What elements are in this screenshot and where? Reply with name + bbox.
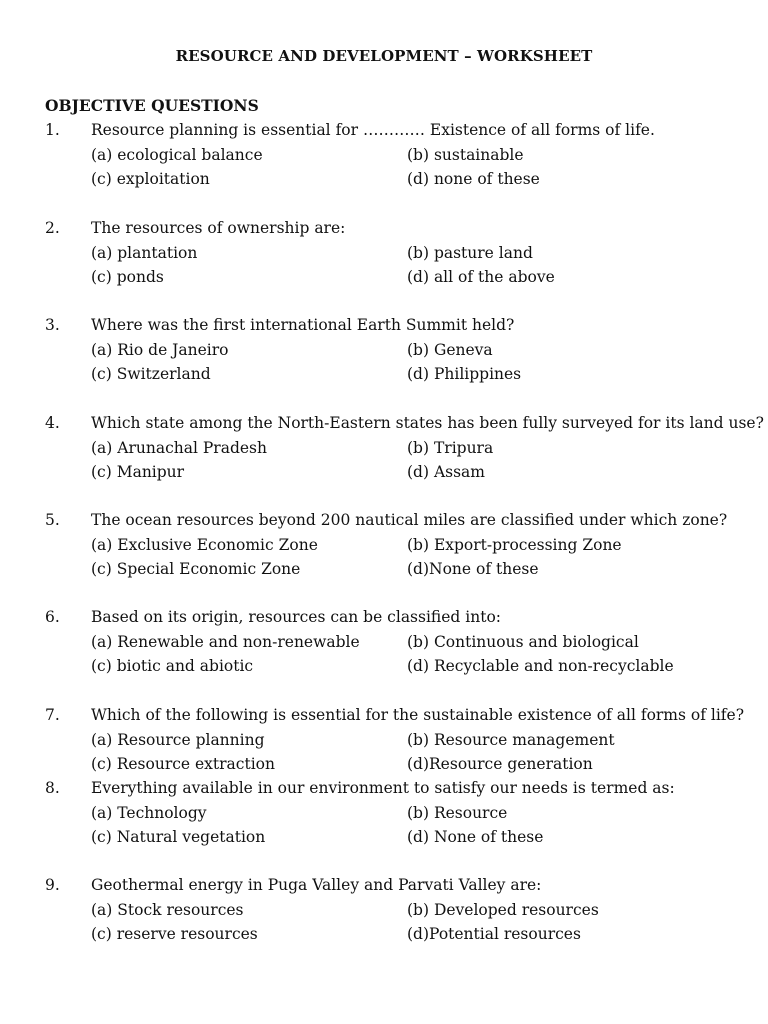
question-text: Which of the following is essential for the sustainable existence of all forms of life? xyxy=(91,706,745,724)
question-6 xyxy=(45,605,745,679)
option-a: (a) Technology xyxy=(91,803,207,822)
option-d: (d)None of these xyxy=(407,560,539,578)
question-number: 3. xyxy=(45,316,60,334)
question-5 xyxy=(45,508,745,582)
option-b: (b) Developed resources xyxy=(407,900,599,919)
option-a: (a) ecological balance xyxy=(91,145,263,164)
option-b: (b) pasture land xyxy=(407,243,533,262)
question-4 xyxy=(45,411,764,485)
option-b: (b) Continuous and biological xyxy=(407,632,639,651)
worksheet-title: RESOURCE AND DEVELOPMENT – WORKSHEET xyxy=(175,47,593,65)
option-d: (d)Potential resources xyxy=(407,925,581,943)
option-b: (b) Export-processing Zone xyxy=(407,535,622,554)
option-c: (c) Special Economic Zone xyxy=(91,560,301,578)
option-d: (d) None of these xyxy=(407,828,544,846)
question-text: The ocean resources beyond 200 nautical miles are classified under which zone? xyxy=(91,511,728,529)
option-c: (c) reserve resources xyxy=(91,925,258,943)
option-c: (c) Manipur xyxy=(91,463,185,481)
option-c: (c) biotic and abiotic xyxy=(91,657,254,675)
question-3 xyxy=(45,313,745,387)
option-a: (a) plantation xyxy=(91,243,198,262)
option-b: (b) Resource xyxy=(407,803,508,822)
question-number: 6. xyxy=(45,608,60,626)
question-text: Based on its origin, resources can be classified into: xyxy=(91,608,502,626)
question-9 xyxy=(45,873,745,947)
question-text: Everything available in our environment to satisfy our needs is termed as: xyxy=(91,779,675,797)
question-number: 8. xyxy=(45,779,60,797)
question-number: 9. xyxy=(45,876,60,894)
question-text: Geothermal energy in Puga Valley and Parvati Valley are: xyxy=(91,876,542,894)
question-text: Where was the first international Earth Summit held? xyxy=(91,316,515,334)
question-1 xyxy=(45,118,745,192)
question-text: Which state among the North-Eastern states has been fully surveyed for its land use? xyxy=(91,414,764,432)
option-c: (c) exploitation xyxy=(91,170,210,188)
option-a: (a) Stock resources xyxy=(91,900,244,919)
question-text: The resources of ownership are: xyxy=(91,219,346,237)
option-b: (b) Geneva xyxy=(407,340,493,359)
question-number: 1. xyxy=(45,121,60,139)
option-d: (d) none of these xyxy=(407,170,540,188)
option-c: (c) Resource extraction xyxy=(91,755,275,773)
option-b: (b) sustainable xyxy=(407,145,524,164)
option-b: (b) Tripura xyxy=(407,438,494,457)
option-d: (d) Philippines xyxy=(407,365,522,383)
option-d: (d) all of the above xyxy=(407,268,555,286)
question-text: Resource planning is essential for ………… Existence of all forms of life. xyxy=(91,121,655,139)
option-c: (c) ponds xyxy=(91,268,164,286)
option-a: (a) Arunachal Pradesh xyxy=(91,438,267,457)
option-d: (d) Recyclable and non-recyclable xyxy=(407,657,674,675)
option-b: (b) Resource management xyxy=(407,730,615,749)
option-a: (a) Resource planning xyxy=(91,730,265,749)
option-d: (d)Resource generation xyxy=(407,755,593,773)
option-c: (c) Natural vegetation xyxy=(91,828,266,846)
option-d: (d) Assam xyxy=(407,463,485,481)
option-a: (a) Exclusive Economic Zone xyxy=(91,535,318,554)
option-c: (c) Switzerland xyxy=(91,365,211,383)
question-number: 2. xyxy=(45,219,60,237)
option-a: (a) Renewable and non-renewable xyxy=(91,632,360,651)
question-2 xyxy=(45,216,745,290)
option-a: (a) Rio de Janeiro xyxy=(91,340,229,359)
question-number: 7. xyxy=(45,706,60,724)
question-8 xyxy=(45,776,745,850)
question-7 xyxy=(45,703,745,777)
question-number: 5. xyxy=(45,511,60,529)
question-number: 4. xyxy=(45,414,60,432)
section-heading: OBJECTIVE QUESTIONS xyxy=(45,96,259,115)
